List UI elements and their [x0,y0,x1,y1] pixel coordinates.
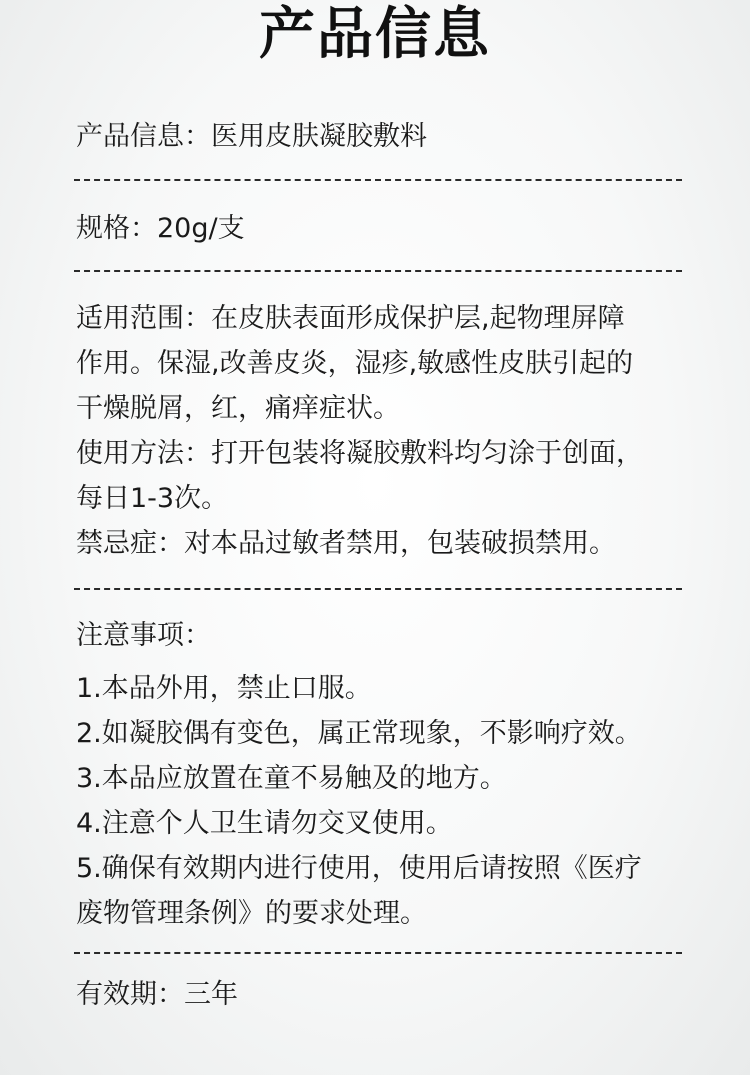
scope-line: 干燥脱屑，红，痛痒症状。 [76,393,400,424]
product-info-section [76,114,716,159]
precautions-heading: 注意事项： [76,620,211,651]
precautions-heading-section [76,613,716,658]
method-line: 使用方法：打开包装将凝胶敷料均匀涂于创面， [76,438,643,469]
dashed-divider [74,179,682,181]
precaution-item: 4.注意个人卫生请勿交叉使用。 [76,808,453,839]
precaution-item: 废物管理条例》的要求处理。 [76,898,427,929]
precaution-item: 1.本品外用，禁止口服。 [76,673,372,704]
validity-section [76,972,716,1017]
spec-section [76,206,716,251]
spec-text: 规格：20g/支 [76,213,245,244]
precaution-item: 2.如凝胶偶有变色，属正常现象，不影响疗效。 [76,718,642,749]
precaution-item: 5.确保有效期内进行使用，使用后请按照《医疗 [76,853,642,884]
dashed-divider [74,952,682,954]
scope-line: 作用。保湿,改善皮炎，湿疹,敏感性皮肤引起的 [76,348,634,379]
scope-line: 适用范围：在皮肤表面形成保护层,起物理屏障 [76,303,625,334]
usage-section [76,296,716,566]
product-info-text: 产品信息：医用皮肤凝胶敷料 [76,121,427,152]
dashed-divider [74,270,682,272]
precaution-item: 3.本品应放置在童不易触及的地方。 [76,763,507,794]
precautions-list [76,666,716,936]
page-title: 产品信息 [259,2,491,67]
validity-text: 有效期：三年 [76,979,238,1010]
dashed-divider [74,588,682,590]
contraindication-text: 禁忌症：对本品过敏者禁用，包装破损禁用。 [76,528,616,559]
method-line: 每日1-3次。 [76,483,229,514]
